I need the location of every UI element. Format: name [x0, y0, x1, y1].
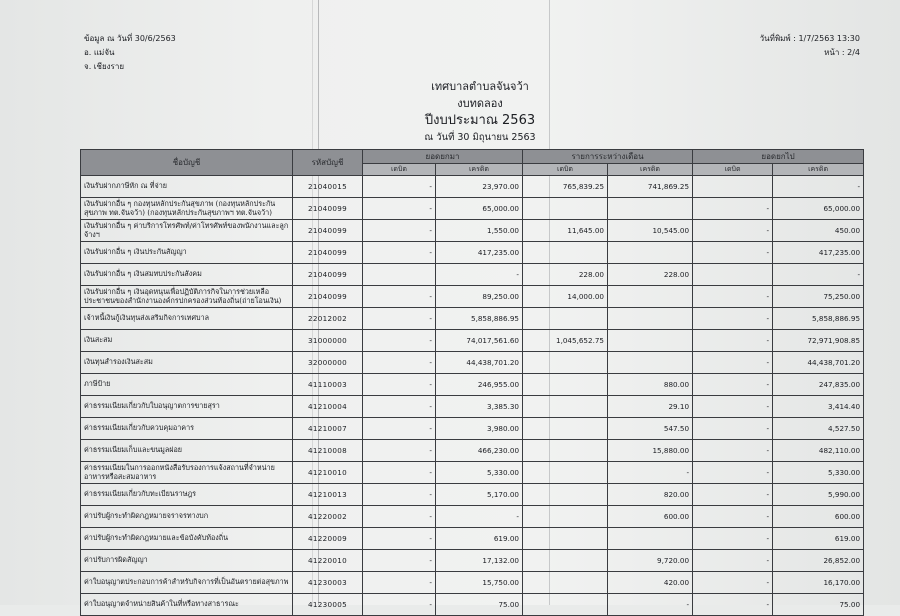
- opening-credit-cell: 466,230.00: [436, 440, 523, 462]
- col-debit: เดบิต: [693, 164, 773, 176]
- header-right: [760, 32, 860, 60]
- account-name-cell: ค่าธรรมเนียมในการออกหนังสือรับรองการแจ้งสถานที่จำหน่ายอาหารหรือสะสมอาหาร: [81, 462, 293, 484]
- col-movement: รายการระหว่างเดือน: [523, 150, 693, 164]
- province: จ. เชียงราย: [84, 62, 125, 71]
- opening-debit-cell: -: [363, 242, 436, 264]
- opening-debit-cell: -: [363, 440, 436, 462]
- closing-debit-cell: -: [693, 418, 773, 440]
- movement-credit-cell: [608, 528, 693, 550]
- closing-debit-cell: -: [693, 506, 773, 528]
- account-code-cell: 41210008: [293, 440, 363, 462]
- opening-credit-cell: 74,017,561.60: [436, 330, 523, 352]
- table-row: [81, 506, 864, 528]
- table-row: [81, 550, 864, 572]
- opening-debit-cell: -: [363, 594, 436, 616]
- opening-debit-cell: -: [363, 396, 436, 418]
- closing-credit-cell: 5,990.00: [773, 484, 864, 506]
- account-code-cell: 41210010: [293, 462, 363, 484]
- account-name-cell: เงินรับฝากอื่น ๆ กองทุนหลักประกันสุขภาพ (กองทุนหลักประกันสุขภาพ ทต.จันจว้า) (กองทุนหลักประกันสุขภาพฯ ทต.จันจว้า): [81, 198, 293, 220]
- closing-debit-cell: -: [693, 484, 773, 506]
- movement-credit-cell: 820.00: [608, 484, 693, 506]
- closing-credit-cell: 3,414.40: [773, 396, 864, 418]
- table-row: [81, 242, 864, 264]
- movement-credit-cell: [608, 198, 693, 220]
- closing-debit-cell: -: [693, 528, 773, 550]
- account-code-cell: 41230005: [293, 594, 363, 616]
- table-row: [81, 330, 864, 352]
- account-code-cell: 21040099: [293, 198, 363, 220]
- header-left: [84, 32, 176, 74]
- table-row: [81, 484, 864, 506]
- col-debit: เดบิต: [363, 164, 436, 176]
- opening-debit-cell: -: [363, 352, 436, 374]
- movement-debit-cell: 14,000.00: [523, 286, 608, 308]
- opening-debit-cell: -: [363, 198, 436, 220]
- movement-debit-cell: [523, 308, 608, 330]
- opening-credit-cell: 3,385.30: [436, 396, 523, 418]
- movement-debit-cell: [523, 528, 608, 550]
- account-code-cell: 31000000: [293, 330, 363, 352]
- closing-debit-cell: -: [693, 550, 773, 572]
- movement-credit-cell: 228.00: [608, 264, 693, 286]
- account-code-cell: 41210013: [293, 484, 363, 506]
- trial-balance-table: [80, 149, 864, 616]
- movement-debit-cell: [523, 440, 608, 462]
- opening-credit-cell: -: [436, 264, 523, 286]
- report-name: งบทดลอง: [457, 97, 503, 110]
- print-date: วันที่พิมพ์ : 1/7/2563 13:30: [759, 34, 860, 43]
- closing-credit-cell: 247,835.00: [773, 374, 864, 396]
- closing-credit-cell: 75,250.00: [773, 286, 864, 308]
- movement-credit-cell: [608, 352, 693, 374]
- col-closing: ยอดยกไป: [693, 150, 864, 164]
- closing-credit-cell: 5,858,886.95: [773, 308, 864, 330]
- account-name-cell: เงินรับฝากอื่น ๆ ค่าบริการโทรศัพท์/ค่าโทรศัพท์ของพนักงานและลูกจ้างฯ: [81, 220, 293, 242]
- opening-credit-cell: 3,980.00: [436, 418, 523, 440]
- movement-credit-cell: -: [608, 594, 693, 616]
- movement-debit-cell: 11,645.00: [523, 220, 608, 242]
- opening-debit-cell: -: [363, 220, 436, 242]
- account-name-cell: ภาษีป้าย: [81, 374, 293, 396]
- account-name-cell: เงินทุนสำรองเงินสะสม: [81, 352, 293, 374]
- closing-debit-cell: -: [693, 572, 773, 594]
- col-opening: ยอดยกมา: [363, 150, 523, 164]
- table-row: [81, 220, 864, 242]
- table-row: [81, 308, 864, 330]
- movement-credit-cell: 9,720.00: [608, 550, 693, 572]
- account-code-cell: 21040099: [293, 242, 363, 264]
- closing-debit-cell: -: [693, 220, 773, 242]
- account-name-cell: เงินรับฝากอื่น ๆ เงินสมทบประกันสังคม: [81, 264, 293, 286]
- movement-credit-cell: 10,545.00: [608, 220, 693, 242]
- movement-credit-cell: 880.00: [608, 374, 693, 396]
- closing-debit-cell: -: [693, 396, 773, 418]
- opening-credit-cell: 5,858,886.95: [436, 308, 523, 330]
- closing-credit-cell: 417,235.00: [773, 242, 864, 264]
- col-credit: เครดิต: [773, 164, 864, 176]
- col-credit: เครดิต: [608, 164, 693, 176]
- closing-credit-cell: 44,438,701.20: [773, 352, 864, 374]
- report-title: [380, 78, 580, 146]
- account-name-cell: เจ้าหนี้เงินกู้เงินทุนส่งเสริมกิจการเทศบาล: [81, 308, 293, 330]
- opening-debit-cell: -: [363, 550, 436, 572]
- account-name-cell: ค่าธรรมเนียมเก็บและขนมูลฝอย: [81, 440, 293, 462]
- opening-debit-cell: [363, 264, 436, 286]
- closing-credit-cell: 482,110.00: [773, 440, 864, 462]
- closing-credit-cell: 26,852.00: [773, 550, 864, 572]
- table-row: [81, 418, 864, 440]
- opening-credit-cell: -: [436, 506, 523, 528]
- table-header-row: [81, 150, 864, 164]
- movement-debit-cell: [523, 374, 608, 396]
- movement-credit-cell: 15,880.00: [608, 440, 693, 462]
- table-row: [81, 396, 864, 418]
- movement-credit-cell: 29.10: [608, 396, 693, 418]
- closing-debit-cell: -: [693, 440, 773, 462]
- table-row: [81, 352, 864, 374]
- col-credit: เครดิต: [436, 164, 523, 176]
- opening-debit-cell: -: [363, 528, 436, 550]
- account-code-cell: 41220009: [293, 528, 363, 550]
- table-row: [81, 462, 864, 484]
- closing-credit-cell: 600.00: [773, 506, 864, 528]
- account-code-cell: 21040099: [293, 220, 363, 242]
- closing-credit-cell: 16,170.00: [773, 572, 864, 594]
- account-code-cell: 32000000: [293, 352, 363, 374]
- opening-credit-cell: 23,970.00: [436, 176, 523, 198]
- col-account-name: ชื่อบัญชี: [81, 150, 293, 176]
- opening-credit-cell: 5,330.00: [436, 462, 523, 484]
- movement-debit-cell: [523, 396, 608, 418]
- opening-credit-cell: 417,235.00: [436, 242, 523, 264]
- closing-credit-cell: 75.00: [773, 594, 864, 616]
- account-name-cell: ค่าธรรมเนียมเกี่ยวกับควบคุมอาคาร: [81, 418, 293, 440]
- opening-debit-cell: -: [363, 418, 436, 440]
- opening-credit-cell: 619.00: [436, 528, 523, 550]
- closing-debit-cell: -: [693, 462, 773, 484]
- movement-debit-cell: [523, 462, 608, 484]
- opening-debit-cell: -: [363, 506, 436, 528]
- account-code-cell: 41220010: [293, 550, 363, 572]
- account-code-cell: 41110003: [293, 374, 363, 396]
- movement-debit-cell: [523, 242, 608, 264]
- closing-debit-cell: -: [693, 308, 773, 330]
- closing-credit-cell: 450.00: [773, 220, 864, 242]
- table-row: [81, 374, 864, 396]
- account-name-cell: เงินสะสม: [81, 330, 293, 352]
- closing-credit-cell: 619.00: [773, 528, 864, 550]
- account-code-cell: 21040099: [293, 286, 363, 308]
- account-name-cell: เงินรับฝากอื่น ๆ เงินประกันสัญญา: [81, 242, 293, 264]
- table-row: [81, 528, 864, 550]
- table-row: [81, 264, 864, 286]
- account-code-cell: 41210007: [293, 418, 363, 440]
- page-number: หน้า : 2/4: [824, 48, 860, 57]
- opening-debit-cell: -: [363, 484, 436, 506]
- table-row: [81, 440, 864, 462]
- account-code-cell: 41220002: [293, 506, 363, 528]
- movement-credit-cell: [608, 286, 693, 308]
- movement-credit-cell: 741,869.25: [608, 176, 693, 198]
- opening-credit-cell: 44,438,701.20: [436, 352, 523, 374]
- org-name: เทศบาลตำบลจันจว้า: [431, 80, 529, 93]
- account-code-cell: 21040099: [293, 264, 363, 286]
- account-name-cell: ค่าธรรมเนียมเกี่ยวกับทะเบียนราษฎร: [81, 484, 293, 506]
- account-code-cell: 22012002: [293, 308, 363, 330]
- col-debit: เดบิต: [523, 164, 608, 176]
- closing-credit-cell: 4,527.50: [773, 418, 864, 440]
- opening-debit-cell: -: [363, 176, 436, 198]
- movement-debit-cell: [523, 418, 608, 440]
- closing-debit-cell: [693, 176, 773, 198]
- movement-credit-cell: [608, 308, 693, 330]
- movement-debit-cell: 1,045,652.75: [523, 330, 608, 352]
- table-row: [81, 198, 864, 220]
- opening-credit-cell: 65,000.00: [436, 198, 523, 220]
- table-row: [81, 176, 864, 198]
- closing-credit-cell: -: [773, 176, 864, 198]
- movement-credit-cell: -: [608, 462, 693, 484]
- account-code-cell: 41230003: [293, 572, 363, 594]
- fiscal-year: ปีงบประมาณ 2563: [424, 113, 536, 128]
- account-name-cell: ค่าใบอนุญาตจำหน่ายสินค้าในที่หรือทางสาธารณะ: [81, 594, 293, 616]
- account-name-cell: เงินรับฝากอื่น ๆ เงินอุดหนุนเพื่อปฏิบัติภารกิจในการช่วยเหลือประชาชนของสำนักงานองค์กรปกครองส่วนท้องถิ่น(ถ่ายโอนเงิน): [81, 286, 293, 308]
- closing-debit-cell: -: [693, 352, 773, 374]
- opening-debit-cell: -: [363, 308, 436, 330]
- opening-credit-cell: 17,132.00: [436, 550, 523, 572]
- closing-debit-cell: -: [693, 198, 773, 220]
- table-row: [81, 572, 864, 594]
- movement-debit-cell: [523, 572, 608, 594]
- opening-credit-cell: 15,750.00: [436, 572, 523, 594]
- district: อ. แม่จัน: [84, 48, 115, 57]
- table-body: [81, 176, 864, 616]
- closing-credit-cell: -: [773, 264, 864, 286]
- closing-credit-cell: 5,330.00: [773, 462, 864, 484]
- account-code-cell: 41210004: [293, 396, 363, 418]
- data-date: ข้อมูล ณ วันที่ 30/6/2563: [84, 34, 176, 43]
- closing-debit-cell: [693, 264, 773, 286]
- movement-debit-cell: [523, 198, 608, 220]
- account-name-cell: ค่าปรับผู้กระทำผิดกฎหมายและข้อบังคับท้องถิ่น: [81, 528, 293, 550]
- movement-credit-cell: 420.00: [608, 572, 693, 594]
- opening-credit-cell: 5,170.00: [436, 484, 523, 506]
- account-code-cell: 21040015: [293, 176, 363, 198]
- as-of-date: ณ วันที่ 30 มิถุนายน 2563: [424, 132, 536, 143]
- account-name-cell: ค่าปรับผู้กระทำผิดกฎหมายจราจรทางบก: [81, 506, 293, 528]
- opening-credit-cell: 246,955.00: [436, 374, 523, 396]
- opening-debit-cell: -: [363, 330, 436, 352]
- movement-credit-cell: 600.00: [608, 506, 693, 528]
- closing-debit-cell: -: [693, 374, 773, 396]
- table-row: [81, 286, 864, 308]
- account-name-cell: ค่าใบอนุญาตประกอบการค้าสำหรับกิจการที่เป็นอันตรายต่อสุขภาพ: [81, 572, 293, 594]
- opening-credit-cell: 75.00: [436, 594, 523, 616]
- closing-debit-cell: -: [693, 594, 773, 616]
- movement-credit-cell: [608, 242, 693, 264]
- closing-debit-cell: -: [693, 330, 773, 352]
- closing-debit-cell: -: [693, 286, 773, 308]
- movement-debit-cell: 228.00: [523, 264, 608, 286]
- closing-credit-cell: 72,971,908.85: [773, 330, 864, 352]
- opening-debit-cell: -: [363, 374, 436, 396]
- account-name-cell: เงินรับฝากภาษีหัก ณ ที่จ่าย: [81, 176, 293, 198]
- opening-credit-cell: 89,250.00: [436, 286, 523, 308]
- movement-debit-cell: [523, 550, 608, 572]
- movement-debit-cell: [523, 484, 608, 506]
- opening-debit-cell: -: [363, 462, 436, 484]
- movement-credit-cell: 547.50: [608, 418, 693, 440]
- movement-debit-cell: 765,839.25: [523, 176, 608, 198]
- col-account-code: รหัสบัญชี: [293, 150, 363, 176]
- opening-credit-cell: 1,550.00: [436, 220, 523, 242]
- opening-debit-cell: -: [363, 572, 436, 594]
- closing-credit-cell: 65,000.00: [773, 198, 864, 220]
- movement-debit-cell: [523, 506, 608, 528]
- account-name-cell: ค่าธรรมเนียมเกี่ยวกับใบอนุญาตการขายสุรา: [81, 396, 293, 418]
- opening-debit-cell: -: [363, 286, 436, 308]
- closing-debit-cell: -: [693, 242, 773, 264]
- account-name-cell: ค่าปรับการผิดสัญญา: [81, 550, 293, 572]
- movement-debit-cell: [523, 352, 608, 374]
- movement-credit-cell: [608, 330, 693, 352]
